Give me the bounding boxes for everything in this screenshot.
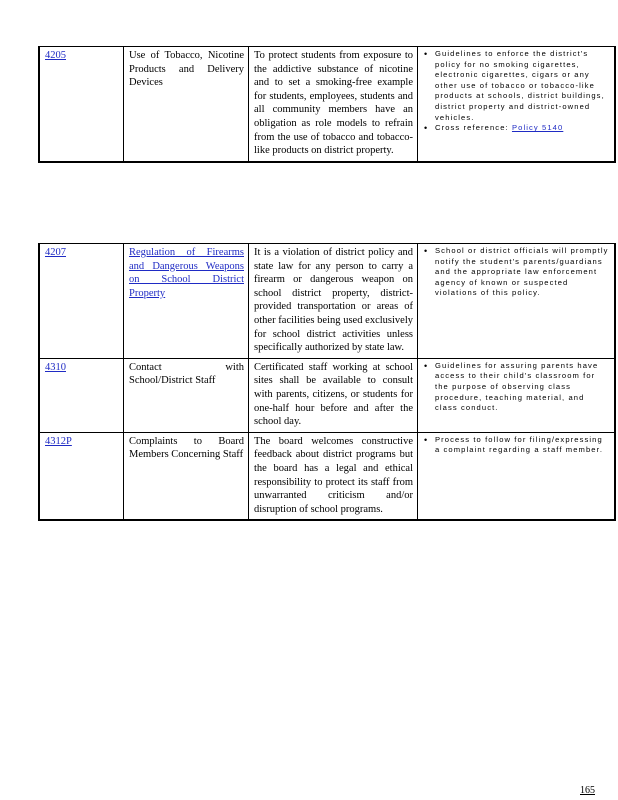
policy-code-link[interactable]: 4205 [45,50,66,61]
policy-code-link[interactable]: 4207 [45,247,66,258]
policy-guidelines [418,47,616,162]
policy-description: It is a violation of district policy and state law for any person to carry a firearm or dangerous weapon on school district property, district-provided transportation or areas of other facilities being used exclusively for school district activities unless specifically authorized by state law. [249,244,418,359]
guideline-item: • Process to follow for filing/expressing a complaint regarding a staff member. [435,435,610,456]
policy-title: Contact with School/District Staff [124,358,249,432]
policy-title: Complaints to Board Members Concerning Staff [124,432,249,520]
table-row [39,47,615,162]
cross-reference-link[interactable]: Policy 5140 [511,123,564,133]
policy-guidelines [418,432,616,520]
policy-title-cell [124,244,249,359]
policy-code-cell [39,358,124,432]
policy-title: Use of Tobacco, Nicotine Products and Delivery Devices [124,47,249,162]
table-row [39,432,615,520]
policy-table-2 [38,243,616,521]
guideline-item: • Guidelines to enforce the district's policy for no smoking cigarettes, electronic cigarettes, cigars or any other use of tobacco or tobacco-like products at schools, district buildings, district property and district-owned vehicles. [435,49,610,123]
policy-description: The board welcomes constructive feedback about district programs but the board has a legal and ethical responsibility to protect its staff from unwarranted criticism and/or disruption of school programs. [249,432,418,520]
guideline-item: • Guidelines for assuring parents have access to their child's classroom for the purpose of observing class procedure, teaching material, and class conduct. [435,361,610,414]
guideline-item [435,123,610,134]
policy-guidelines [418,358,616,432]
table-row [39,244,615,359]
policy-title-link[interactable]: Regulation of Firearms and Dangerous Weapons on School District Property [129,247,244,299]
table-row [39,358,615,432]
cross-reference-label: Cross reference: [435,123,509,133]
policy-code-cell [39,432,124,520]
policy-code-cell [39,47,124,162]
guideline-item: • School or district officials will promptly notify the student's parents/guardians and the appropriate law enforcement agency of known or suspected violations of this policy. [435,246,610,299]
policy-guidelines [418,244,616,359]
policy-table-1 [38,46,616,163]
policy-code-link[interactable]: 4310 [45,361,66,373]
policy-code-cell [39,244,124,359]
policy-description: Certificated staff working at school sites shall be available to consult with parents, citizens, or students for one-half hour before and after the school day. [249,358,418,432]
policy-description: To protect students from exposure to the addictive substance of nicotine and to set a smoking-free example for students, employees, students and all community members have an obligation as role models to refrain from the use of tobacco and tobacco-like products on district property. [249,47,418,162]
page-number: 165 [580,785,595,796]
policy-code-link[interactable]: 4312P [45,435,72,447]
